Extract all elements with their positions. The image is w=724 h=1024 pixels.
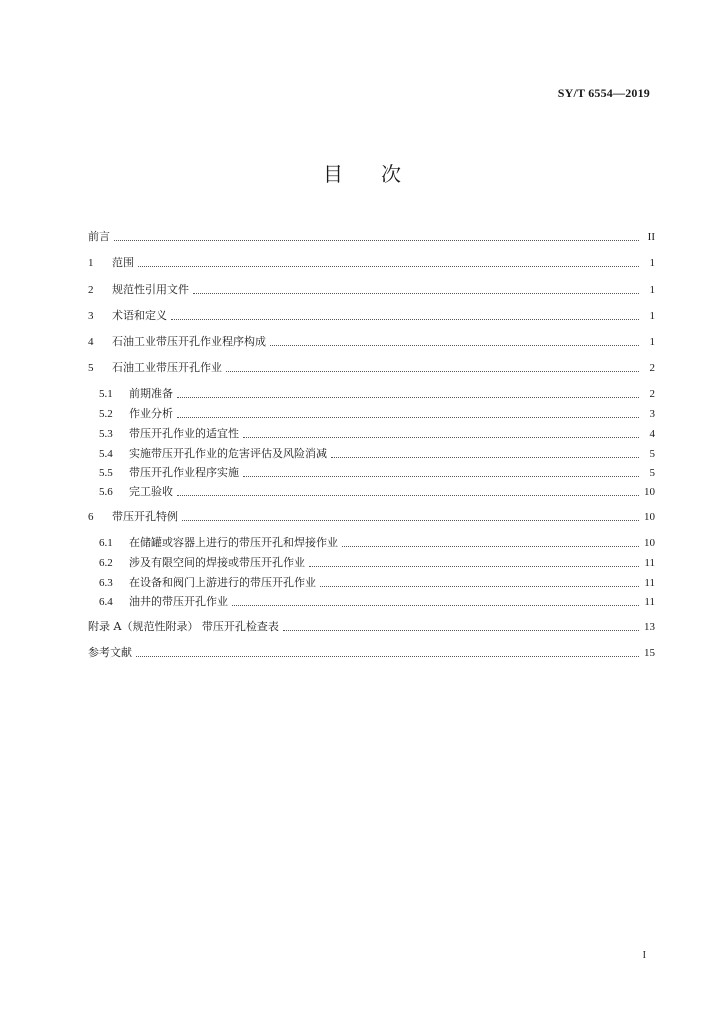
toc-entry-number: 5.1 <box>99 388 113 400</box>
toc-entry-page: 5 <box>649 448 655 460</box>
toc-leader-dots <box>342 545 639 547</box>
toc-entry-page: 13 <box>644 621 655 633</box>
toc-entry <box>99 464 655 482</box>
toc-entry-page: II <box>647 231 655 243</box>
toc-entry-page: 2 <box>649 388 655 400</box>
toc-entry <box>99 405 655 423</box>
toc-entry <box>88 618 655 636</box>
toc-entry-title: 石油工业带压开孔作业 <box>112 361 222 374</box>
toc-entry-number: 1 <box>88 257 94 269</box>
toc-entry-title: 参考文献 <box>88 646 132 659</box>
toc-entry-page: 10 <box>644 537 655 549</box>
toc-entry-page: 4 <box>649 428 655 440</box>
toc-entry-number: 2 <box>88 284 94 296</box>
toc-entry-number: 6.3 <box>99 577 113 589</box>
toc-entry-title: 实施带压开孔作业的危害评估及风险消减 <box>129 447 327 460</box>
toc-entry-number: 5.6 <box>99 486 113 498</box>
toc-entry-number: 5.3 <box>99 428 113 440</box>
toc-entry-page: 1 <box>649 336 655 348</box>
toc-entry-title: 石油工业带压开孔作业程序构成 <box>112 335 266 348</box>
toc-entry <box>88 644 655 662</box>
toc-entry-number: 5.2 <box>99 408 113 420</box>
toc-leader-dots <box>182 519 639 521</box>
toc-entry-number: 3 <box>88 310 94 322</box>
toc-leader-dots <box>193 292 639 294</box>
toc-leader-dots <box>171 318 639 320</box>
toc-entry-page: 15 <box>644 647 655 659</box>
toc-leader-dots <box>283 629 639 631</box>
toc-entry-title: 涉及有限空间的焊接或带压开孔作业 <box>129 556 305 569</box>
toc-entry-title: 在储罐或容器上进行的带压开孔和焊接作业 <box>129 536 338 549</box>
toc-leader-dots <box>177 494 639 496</box>
toc-entry-page: 2 <box>649 362 655 374</box>
toc-entry-page: 1 <box>649 284 655 296</box>
toc-entry-number: 5 <box>88 362 94 374</box>
toc-leader-dots <box>232 604 639 606</box>
toc-entry-title: 在设备和阀门上游进行的带压开孔作业 <box>129 576 316 589</box>
toc-entry-title: 带压开孔作业程序实施 <box>129 466 239 479</box>
toc-entry-title: 范围 <box>112 256 134 269</box>
toc-entry-number: 5.4 <box>99 448 113 460</box>
toc-leader-dots <box>243 475 639 477</box>
toc-entry <box>99 445 655 463</box>
toc-entry-page: 11 <box>644 557 655 569</box>
toc-leader-dots <box>136 655 639 657</box>
toc-entry <box>88 281 655 299</box>
toc-entry <box>88 254 655 272</box>
toc-leader-dots <box>320 585 639 587</box>
toc-entry-title: 带压开孔特例 <box>112 510 178 523</box>
toc-entry <box>88 359 655 377</box>
toc-entry-page: 1 <box>649 257 655 269</box>
toc-entry-title: 带压开孔作业的适宜性 <box>129 427 239 440</box>
toc-entry-title: 完工验收 <box>129 485 173 498</box>
toc-entry-number: 6.1 <box>99 537 113 549</box>
toc-entry-title: 规范性引用文件 <box>112 283 189 296</box>
toc-entry <box>99 574 655 592</box>
toc-entry-title: 油井的带压开孔作业 <box>129 595 228 608</box>
toc-entry <box>88 228 655 246</box>
toc-leader-dots <box>177 396 639 398</box>
toc-entry <box>88 333 655 351</box>
toc-entry-page: 11 <box>644 577 655 589</box>
toc-entry-title: 作业分析 <box>129 407 173 420</box>
toc-entry-number: 6.4 <box>99 596 113 608</box>
toc-entry-title: 前期准备 <box>129 387 173 400</box>
toc-entry-number: 4 <box>88 336 94 348</box>
toc-leader-dots <box>309 565 639 567</box>
toc-entry-number: 6 <box>88 511 94 523</box>
toc-leader-dots <box>243 436 639 438</box>
toc-entry-title: 附录 A（规范性附录） 带压开孔检查表 <box>88 620 279 633</box>
toc-entry-page: 3 <box>649 408 655 420</box>
toc-entry <box>99 385 655 403</box>
toc-entry-page: 5 <box>649 467 655 479</box>
toc-entry-page: 1 <box>649 310 655 322</box>
page-title: 目次 <box>323 162 439 186</box>
toc-entry <box>88 307 655 325</box>
toc-entry-number: 6.2 <box>99 557 113 569</box>
standard-code: SY/T 6554—2019 <box>557 86 650 100</box>
toc-entry <box>99 483 655 501</box>
toc-leader-dots <box>138 265 639 267</box>
toc-entry-page: 10 <box>644 511 655 523</box>
toc-leader-dots <box>226 370 639 372</box>
toc-entry <box>99 593 655 611</box>
toc-leader-dots <box>331 456 639 458</box>
toc-leader-dots <box>270 344 639 346</box>
toc-leader-dots <box>114 239 639 241</box>
toc-leader-dots <box>177 416 639 418</box>
toc-entry <box>88 508 655 526</box>
toc-entry-number: 5.5 <box>99 467 113 479</box>
toc-entry <box>99 554 655 572</box>
toc-entry-page: 11 <box>644 596 655 608</box>
page-number: I <box>642 950 646 961</box>
toc-entry <box>99 534 655 552</box>
toc-entry-page: 10 <box>644 486 655 498</box>
toc-entry <box>99 425 655 443</box>
toc-entry-title: 前言 <box>88 230 110 243</box>
toc-entry-title: 术语和定义 <box>112 309 167 322</box>
